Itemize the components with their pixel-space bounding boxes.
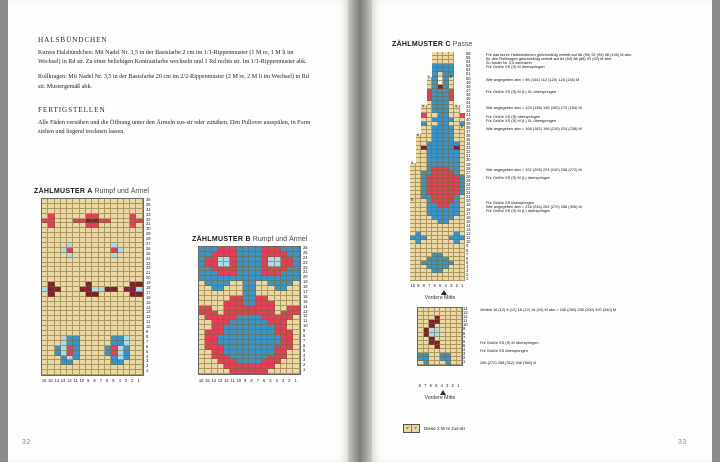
row-number: 1 — [463, 359, 466, 365]
row-number: 29 — [466, 161, 471, 167]
col-number: 1 — [457, 383, 460, 388]
col-number: 3 — [124, 378, 128, 383]
col-number: 6 — [429, 383, 432, 388]
section-heading: FERTIGSTELLEN — [38, 106, 106, 114]
chart-a-title-sub: Rumpf und Ärmel — [94, 188, 149, 195]
chart-annotation: Für Größe XS (S) M (L) XL überspringen — [486, 88, 557, 94]
row-number: 11 — [463, 318, 468, 324]
chart-cell — [457, 359, 466, 365]
row-number: 10 — [303, 323, 308, 329]
col-number: 9 — [244, 378, 247, 383]
col-number: 15 — [205, 378, 210, 383]
row-number: 25 — [466, 177, 471, 183]
row-number: 6 — [303, 342, 306, 348]
row-number: 7 — [466, 251, 469, 257]
chart-annotation: Für Größe XS (S) M überspringen — [480, 339, 539, 345]
decrease-symbol: V — [427, 75, 430, 80]
row-number: 2 — [146, 363, 149, 369]
decrease-symbol: V — [422, 104, 425, 109]
chart-annotation: Für Größe XS überspringen — [480, 348, 529, 353]
row-number: 12 — [466, 231, 471, 237]
paragraph: Rollkragen: Mit Nadel Nr. 3,5 in der Basisfarbe 20 cm im 2/2-Rippenmuster (2 M re, 2 M li im Wechsel) in Rd str. Mustergemäß abk. — [38, 74, 309, 90]
row-number: 1 — [146, 368, 149, 374]
row-number: 4 — [463, 346, 466, 352]
legend-symbol-v2: V — [412, 425, 419, 432]
chart-annotation: Zu Nadel Nr. 3,5 wechseln — [486, 60, 532, 66]
chart-annotation: Verteilt 16 (12) 8 (12) 16 (12) 16 (20) M abn = 240 (260) 280 (300) 320 (340) M — [480, 307, 617, 312]
chart-annotation: Wie angegeben abn = 124 (136) 148 (160) 172 (184) M — [486, 105, 582, 111]
row-number: 25 — [303, 249, 308, 255]
row-number: 10 — [463, 322, 468, 328]
row-number: 23 — [146, 260, 151, 266]
row-number: 17 — [146, 289, 151, 295]
page-number-left: 32 — [22, 439, 31, 446]
page-number-right: 33 — [678, 439, 687, 446]
row-number: 4 — [303, 352, 306, 358]
col-number: 8 — [93, 378, 96, 383]
row-number: 1 — [303, 367, 306, 373]
chart-annotation: Für Größe XS (S) M (L) überspringen — [486, 175, 551, 180]
row-number: 53 — [466, 63, 471, 69]
row-number: 17 — [466, 210, 471, 216]
row-number: 19 — [146, 280, 151, 286]
col-number: 1 — [137, 378, 140, 383]
row-number: 10 — [466, 239, 471, 245]
col-number: 5 — [112, 378, 115, 383]
row-number: 7 — [303, 337, 306, 343]
chart-a-title — [34, 188, 149, 195]
col-number: 8 — [422, 283, 425, 288]
row-number: 5 — [466, 259, 469, 265]
row-number: 50 — [466, 75, 471, 81]
row-number: 52 — [466, 67, 471, 73]
decrease-symbol: V — [460, 124, 463, 129]
col-number: 14 — [54, 378, 60, 383]
col-number: 9 — [417, 283, 420, 288]
col-number: 2 — [131, 378, 134, 383]
chart-annotation: Für Größe XS (S) M (L) überspringen — [486, 207, 551, 213]
chart-c-lower-center-label: Vordere Mitte — [424, 395, 456, 401]
row-number: 35 — [466, 136, 471, 142]
legend-text: Diese 2 M re zus-str — [424, 426, 466, 431]
row-number: 21 — [303, 269, 308, 275]
col-number: 12 — [67, 378, 72, 383]
chart-c-title-bold: ZÄHLMUSTER C — [392, 41, 451, 48]
row-number: 24 — [303, 254, 308, 260]
col-number: 3 — [450, 283, 453, 288]
row-number: 40 — [466, 116, 471, 122]
row-number: 5 — [463, 342, 466, 348]
col-number: 12 — [224, 378, 229, 383]
row-number: 10 — [146, 324, 151, 330]
col-number: 4 — [440, 383, 443, 388]
row-number: 14 — [463, 306, 468, 311]
row-number: 28 — [466, 165, 471, 171]
chart-cell — [293, 369, 299, 374]
row-number: 9 — [466, 243, 469, 249]
row-number: 36 — [466, 132, 471, 138]
row-number: 42 — [466, 108, 471, 114]
decrease-symbol: V — [411, 161, 414, 166]
col-number: 11 — [73, 378, 78, 383]
row-number: 5 — [303, 347, 306, 353]
chart-annotation: Wie angegeben abn = 192 (206) 224 (240) 256 (272) M — [486, 166, 582, 172]
row-number: 8 — [146, 333, 149, 339]
row-number: 6 — [466, 255, 469, 261]
row-number: 2 — [303, 362, 306, 368]
row-number: 20 — [146, 275, 151, 281]
decrease-symbol: V — [449, 75, 452, 80]
row-number: 26 — [303, 245, 308, 250]
chart-a-title-bold: ZÄHLMUSTER A — [34, 188, 93, 195]
col-number: 1 — [294, 378, 297, 383]
chart-b-title-sub: Rumpf und Ärmel — [252, 236, 308, 243]
row-number: 29 — [146, 231, 151, 237]
row-number: 38 — [466, 124, 471, 130]
row-number: 21 — [146, 270, 151, 276]
chart-annotation: für den Rollkragen gleichmäßig verteilt auf 84 (84) 88 (88) 92 (92) M abn — [486, 56, 611, 62]
row-number: 45 — [466, 96, 471, 102]
row-number: 3 — [303, 357, 306, 363]
row-number: 2 — [466, 272, 469, 278]
row-number: 16 — [466, 214, 471, 220]
chart-c-lower-row-numbers — [463, 307, 468, 364]
row-number: 4 — [146, 353, 149, 359]
row-number: 56 — [466, 51, 471, 56]
col-number: 10 — [236, 378, 242, 383]
chart-b-title — [192, 236, 307, 243]
chart-annotation: Für Größe XS überspringen — [486, 199, 535, 205]
col-number: 6 — [105, 378, 109, 383]
row-number: 41 — [466, 112, 471, 118]
col-number: 5 — [435, 383, 438, 388]
row-number: 30 — [146, 226, 151, 232]
col-number: 4 — [444, 283, 447, 288]
chart-c-lower-col-numbers — [417, 383, 461, 388]
col-number: 7 — [428, 283, 431, 288]
col-number: 4 — [118, 378, 121, 383]
chart-annotation: Für Größe XS (S) M (L) XL überspringen — [486, 117, 557, 123]
row-number: 24 — [466, 182, 471, 187]
section-fertigstellen — [38, 106, 316, 143]
row-number: 31 — [146, 221, 151, 227]
row-number: 28 — [146, 236, 151, 242]
row-number: 25 — [146, 250, 151, 256]
col-number: 2 — [455, 283, 458, 288]
row-number: 24 — [146, 255, 151, 261]
col-number: 3 — [446, 383, 449, 388]
row-number: 48 — [466, 83, 471, 89]
chart-a-grid — [41, 198, 144, 376]
row-number: 23 — [466, 186, 471, 192]
chart-a-row-numbers — [146, 198, 151, 374]
chart-b-col-numbers — [198, 378, 299, 383]
row-number: 49 — [466, 79, 471, 85]
row-number: 14 — [466, 222, 471, 228]
row-number: 9 — [463, 326, 466, 332]
col-number: 5 — [439, 283, 442, 288]
legend-swatch — [403, 424, 420, 433]
row-number: 8 — [303, 333, 306, 339]
row-number: 23 — [303, 259, 308, 265]
row-number: 43 — [466, 104, 471, 110]
col-number: 8 — [418, 383, 421, 388]
col-number: 14 — [211, 378, 217, 383]
book-gutter — [348, 0, 372, 462]
chart-cell — [136, 370, 142, 375]
row-number: 13 — [463, 310, 468, 316]
chart-annotation: Wie angegeben abn = 168 (182) 196 (210) 224 (238) M — [486, 125, 582, 131]
row-number: 4 — [466, 263, 469, 269]
paragraph: Alle Fäden vernähen und die Öffnung unter den Ärmeln zus-str oder zunähen. Den Pullover ausspülen, in Form ziehen und liegend trocknen lassen. — [38, 120, 311, 136]
chart-c-upper-col-numbers — [410, 283, 465, 288]
row-number: 51 — [466, 71, 471, 77]
decrease-symbol: V — [455, 104, 458, 109]
col-number: 8 — [250, 378, 253, 383]
row-number: 20 — [466, 198, 471, 204]
row-number: 16 — [146, 294, 151, 300]
row-number: 14 — [146, 304, 151, 310]
row-number: 15 — [303, 298, 308, 304]
row-number: 27 — [466, 169, 471, 175]
row-number: 18 — [146, 285, 151, 291]
col-number: 6 — [262, 378, 266, 383]
row-number: 26 — [466, 173, 471, 179]
row-number: 13 — [466, 227, 471, 233]
col-number: 10 — [79, 378, 85, 383]
row-number: 3 — [146, 358, 149, 364]
row-number: 21 — [466, 194, 471, 200]
col-number: 2 — [288, 378, 291, 383]
chart-c-legend — [403, 424, 465, 433]
row-number: 37 — [466, 128, 471, 134]
row-number: 8 — [463, 330, 466, 336]
row-number: 19 — [303, 279, 308, 285]
row-number: 11 — [466, 235, 471, 241]
row-number: 18 — [303, 284, 308, 290]
row-number: 7 — [463, 334, 466, 340]
section-heading: HALSBÜNDCHEN — [38, 36, 108, 44]
row-number: 35 — [146, 201, 151, 207]
row-number: 3 — [466, 267, 469, 273]
col-number: 3 — [281, 378, 285, 383]
row-number: 5 — [146, 348, 149, 354]
chart-annotation: Für Größe XS (S) M überspringen — [486, 64, 545, 70]
chart-annotation: Wie angegeben abn = 216 (234) 252 (270) 288 (306) M — [486, 203, 582, 209]
row-number: 6 — [146, 343, 149, 349]
row-number: 11 — [303, 318, 308, 324]
row-number: 2 — [463, 355, 466, 361]
col-number: 7 — [424, 383, 427, 388]
chart-annotation: Wie angegeben abn = 98 (104) 112 (120) 128 (136) M — [486, 76, 580, 82]
col-number: 11 — [230, 378, 235, 383]
row-number: 22 — [466, 190, 471, 196]
col-number: 15 — [48, 378, 53, 383]
chart-c-title — [392, 41, 472, 48]
row-number: 44 — [466, 100, 471, 106]
row-number: 18 — [466, 206, 471, 212]
col-number: 7 — [256, 378, 259, 383]
chart-b-grid — [198, 246, 301, 375]
row-number: 36 — [146, 197, 151, 202]
row-number: 14 — [303, 303, 308, 309]
chart-annotation: Für das kurze Halsbündchen gleichmäßig verteilt auf 88 (90) 92 (94) 98 (100) M abn, — [486, 52, 633, 57]
row-number: 16 — [303, 293, 308, 299]
col-number: 9 — [87, 378, 90, 383]
row-number: 13 — [146, 309, 151, 315]
row-number: 12 — [303, 313, 308, 319]
row-number: 9 — [146, 329, 149, 335]
col-number: 1 — [461, 283, 464, 288]
col-number: 13 — [60, 378, 66, 383]
section-halsbuendchen — [38, 36, 316, 98]
row-number: 13 — [303, 308, 308, 314]
col-number: 16 — [41, 378, 47, 383]
chart-c-upper-row-numbers — [466, 52, 471, 281]
row-number: 39 — [466, 120, 471, 126]
row-number: 9 — [303, 328, 306, 334]
row-number: 11 — [146, 319, 151, 325]
row-number: 32 — [466, 149, 471, 155]
row-number: 30 — [466, 157, 471, 163]
row-number: 46 — [466, 91, 471, 97]
row-number: 1 — [466, 276, 469, 282]
row-number: 55 — [466, 55, 471, 61]
row-number: 33 — [466, 145, 471, 151]
row-number: 8 — [466, 247, 469, 253]
row-number: 22 — [303, 264, 308, 270]
col-number: 5 — [269, 378, 272, 383]
col-number: 2 — [451, 383, 454, 388]
chart-a-col-numbers — [41, 378, 142, 383]
row-number: 22 — [146, 265, 151, 271]
row-number: 20 — [303, 274, 308, 280]
row-number: 12 — [146, 314, 151, 320]
legend-symbol-v1: V — [404, 425, 412, 432]
row-number: 17 — [303, 289, 308, 295]
chart-b-title-bold: ZÄHLMUSTER B — [192, 236, 251, 243]
chart-annotation: 256 (272) 288 (312) 336 (360) M — [480, 360, 537, 366]
row-number: 31 — [466, 153, 471, 159]
col-number: 13 — [217, 378, 223, 383]
col-number: 7 — [99, 378, 102, 383]
col-number: 16 — [198, 378, 204, 383]
chart-c-upper-center-label: Vordere Mitte — [424, 295, 456, 301]
chart-cell — [460, 276, 469, 282]
chart-annotation: Für Größe XS (S) überspringen — [486, 113, 541, 119]
chart-c-title-sub: Passe — [452, 41, 473, 48]
row-number: 12 — [463, 314, 468, 320]
row-number: 33 — [146, 211, 151, 217]
col-number: 6 — [433, 283, 436, 288]
row-number: 34 — [146, 206, 151, 212]
col-number: 4 — [275, 378, 278, 383]
row-number: 3 — [463, 351, 466, 357]
chart-c-upper-grid — [410, 52, 465, 281]
row-number: 47 — [466, 87, 471, 93]
row-number: 15 — [466, 218, 471, 224]
row-number: 19 — [466, 202, 471, 208]
row-number: 54 — [466, 59, 471, 65]
paragraph: Kurzes Halsbündchen: Mit Nadel Nr. 3,5 in der Basisfarbe 2 cm im 1/1-Rippenmuster (1 M re, 1 M li im Wechsel) in Rd str. Zu einer beliebigen Kontrastfarbe wechseln und 1 Rd rechts str. Im 1/1-Rippenmuster abk. — [38, 50, 307, 66]
decrease-symbol: V — [411, 198, 414, 203]
row-number: 32 — [146, 216, 151, 222]
row-number: 7 — [146, 338, 149, 344]
chart-b-row-numbers — [303, 246, 308, 373]
decrease-symbol: V — [416, 132, 419, 137]
row-number: 27 — [146, 241, 151, 247]
row-number: 6 — [463, 338, 466, 344]
row-number: 15 — [146, 299, 151, 305]
row-number: 26 — [146, 245, 151, 251]
col-number: 10 — [410, 283, 416, 288]
row-number: 34 — [466, 141, 471, 147]
